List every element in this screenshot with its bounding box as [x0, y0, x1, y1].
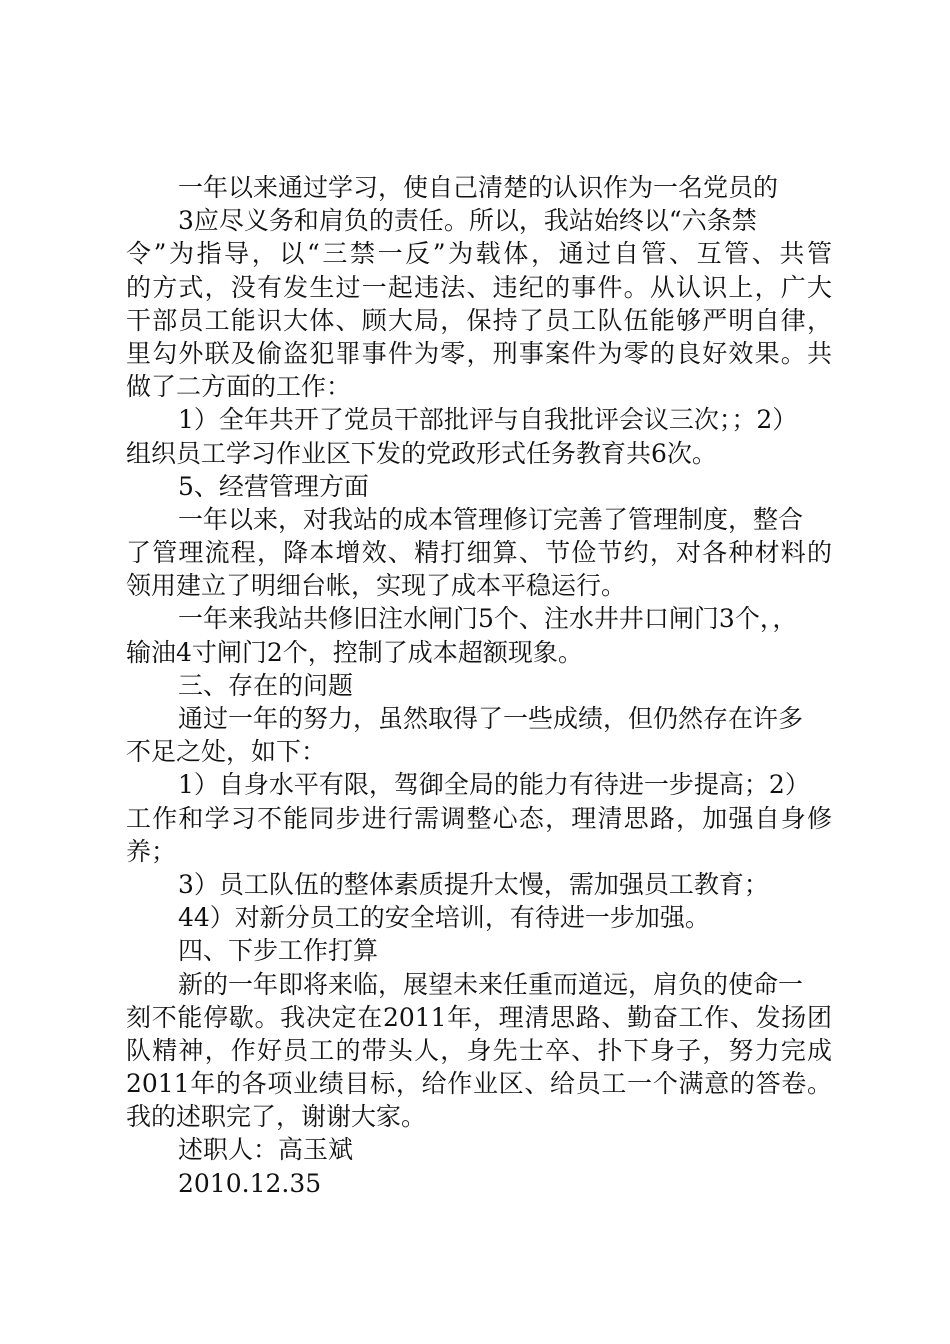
section-heading: 四、下步工作打算: [178, 936, 379, 966]
text-line: 工作和学习不能同步进行需调整心态，理清思路，加强自身修: [126, 803, 832, 833]
section-heading: 5、经营管理方面: [178, 471, 369, 501]
text-line: 新的一年即将来临，展望未来任重而道远，肩负的使命一: [178, 969, 804, 999]
text-line: 44）对新分员工的安全培训，有待进一步加强。: [178, 903, 710, 933]
section-heading: 三、存在的问题: [178, 670, 354, 700]
text-line: 了管理流程，降本增效、精打细算、节俭节约，对各种材料的: [126, 538, 832, 568]
text-line: 组织员工学习作业区下发的党政形式任务教育共6次。: [126, 438, 717, 468]
text-line: 1）自身水平有限，驾御全局的能力有待进一步提高；2）: [178, 770, 810, 800]
text-line: 3）员工队伍的整体素质提升太慢，需加强员工教育；: [178, 869, 769, 899]
text-line: 不足之处，如下：: [126, 737, 327, 767]
text-line: 的方式，没有发生过一起违法、违纪的事件。从认识上，广大: [126, 272, 832, 302]
signature-line: 述职人：高玉斌: [178, 1135, 354, 1165]
text-line: 通过一年的努力，虽然取得了一些成绩，但仍然存在许多: [178, 704, 804, 733]
document-body: [126, 171, 832, 1200]
text-line: 一年以来，对我站的成本管理修订完善了管理制度，整合: [178, 504, 804, 534]
text-line: 1）全年共开了党员干部批评与自我批评会议三次；；2）: [178, 405, 798, 435]
text-line: 2011年的各项业绩目标，给作业区、给员工一个满意的答卷。: [126, 1069, 832, 1099]
text-line: 一年以来通过学习，使自己清楚的认识作为一名党员的: [178, 173, 779, 202]
text-line: 领用建立了明细台帐，实现了成本平稳运行。: [126, 571, 627, 601]
date-line: 2010.12.35: [178, 1168, 322, 1198]
text-line: 队精神，作好员工的带头人，身先士卒、扑下身子，努力完成: [126, 1035, 832, 1065]
text-line: 令”为指导，以“三禁一反”为载体，通过自管、互管、共管: [126, 239, 832, 269]
text-line: 刻不能停歇。我决定在2011年，理清思路、勤奋工作、发扬团: [126, 1002, 832, 1032]
text-line: 里勾外联及偷盗犯罪事件为零，刑事案件为零的良好效果。共: [126, 338, 832, 368]
text-line: 输油4寸闸门2个，控制了成本超额现象。: [126, 637, 583, 667]
text-line: 3应尽义务和肩负的责任。所以，我站始终以“六条禁: [178, 206, 757, 236]
text-line: 做了二方面的工作：: [126, 372, 352, 402]
text-line: 干部员工能识大体、顾大局，保持了员工队伍能够严明自律，: [126, 305, 832, 335]
text-line: 我的述职完了，谢谢大家。: [126, 1102, 427, 1132]
text-line: 一年来我站共修旧注水闸门5个、注水井井口闸门3个，，: [178, 604, 798, 634]
text-line: 养；: [126, 836, 177, 866]
